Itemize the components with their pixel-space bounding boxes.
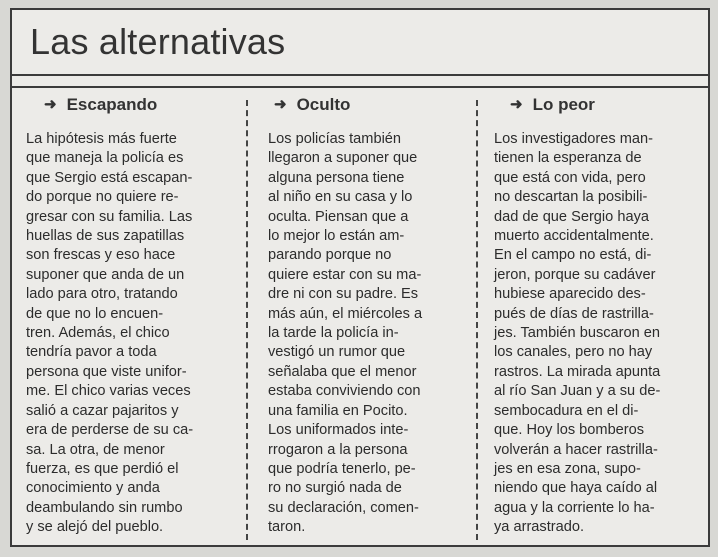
column-lo-peor	[494, 90, 702, 538]
column-heading-label: Lo peor	[532, 95, 595, 114]
column-text: Los investigadores man- tienen la esperanza de que está con vida, pero no descartan la posibili- dad de que Sergio haya muerto accidentalmente. En el campo no está, di- jeron, porque su cadáver hubiese aparecido des- pués de días de rastrilla- jes. También buscaron en los canales, pero no hay rastros. La mirada apunta al río San Juan y a su de- sembocadura en el di- que. Hoy los bomberos volverán a hacer rastrilla- jes en esa zona, supo- niendo que haya caído al agua y la corriente lo ha- ya arrastrado.	[494, 131, 661, 536]
column-top-rule	[12, 86, 708, 88]
column-divider	[246, 100, 248, 540]
column-heading-label: Oculto	[296, 95, 351, 114]
arrow-right-icon: ➜	[44, 96, 57, 113]
arrow-right-icon: ➜	[274, 96, 287, 113]
column-heading-label: Escapando	[66, 95, 158, 114]
article-title: Las alternativas	[30, 21, 286, 62]
column-heading	[268, 90, 474, 120]
column-text: Los policías también llegaron a suponer que alguna persona tiene al niño en su casa y lo oculta. Piensan que a lo mejor lo están am- parando porque no quiere estar con su ma- dre ni con su padre. Es más aún, el miércoles a la tarde la policía in- vestigó un rumor que señalaba que el menor estaba conviviendo con una familia en Pocito. Los uniformados inte- rrogaron a la persona que podría tenerlo, pe- ro no surgió nada de su declaración, comen- taron.	[268, 131, 423, 536]
column-escapando	[26, 90, 248, 538]
column-divider	[476, 100, 478, 540]
newspaper-clipping	[10, 8, 710, 547]
title-bar	[12, 10, 708, 76]
column-heading	[26, 90, 248, 120]
column-heading	[494, 90, 702, 120]
column-oculto	[268, 90, 474, 538]
column-text: La hipótesis más fuerte que maneja la policía es que Sergio está escapan- do porque no quiere re- gresar con su familia. Las huellas de sus zapatillas son frescas y eso hace suponer que anda de un lado para otro, tratando de que no lo encuen- tren. Además, el chico tendría pavor a toda persona que viste unifor- me. El chico varias veces salió a cazar pajaritos y era de perderse de su ca- sa. La otra, de menor fuerza, es que perdió el conocimiento y anda deambulando sin rumbo y se alejó del pueblo.	[26, 131, 194, 536]
arrow-right-icon: ➜	[510, 96, 523, 113]
